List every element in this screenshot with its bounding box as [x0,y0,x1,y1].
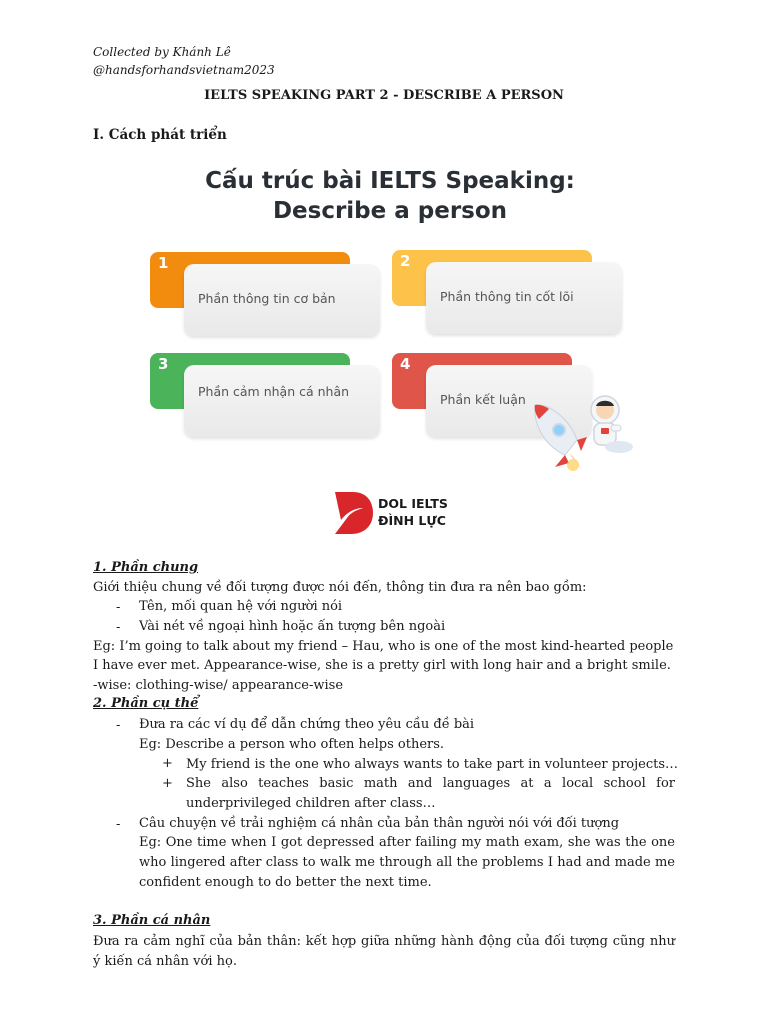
step-card-3 [150,353,380,437]
part2-bullet-1: Đưa ra các ví dụ để dẫn chứng theo yêu cầu đề bài [139,717,475,732]
step-label-3: Phần cảm nhận cá nhân [198,384,350,399]
infographic-title-line2: Describe a person [272,198,508,224]
logo-line2: ĐÌNH LỰC [378,513,446,528]
infographic-title [140,166,640,226]
step-card-2 [392,250,622,334]
step-number-1: 1 [158,254,169,272]
step-number-2: 2 [400,252,411,270]
part2-heading: 2. Phần cụ thể [93,696,199,711]
dash-bullet: - [116,600,121,615]
step-label-2: Phần thông tin cốt lõi [440,289,574,304]
part1-example-line1: Eg: I’m going to talk about my friend – Hau, who is one of the most kind-hearted people [93,639,674,654]
section-heading: I. Cách phát triển [93,127,227,143]
part2-sub-bullet-2-line2: underprivileged children after class… [186,796,436,811]
part2-example-2-line1: Eg: One time when I got depressed after failing my math exam, she was the one [139,835,675,850]
part2-example-1: Eg: Describe a person who often helps others. [139,737,445,752]
rocket-icon [535,405,587,471]
plus-bullet: + [162,756,173,771]
astronaut-icon [591,396,633,453]
part3-heading: 3. Phần cá nhân [93,913,211,928]
document-title: IELTS SPEAKING PART 2 - DESCRIBE A PERSON [204,88,564,103]
part2-sub-bullet-2-line1: She also teaches basic math and languages at a local school for [186,776,675,791]
dol-ielts-logo [333,490,463,538]
part1-bullet-1: Tên, mối quan hệ với người nói [139,599,343,614]
logo-line1: DOL IELTS [378,496,448,511]
step-card-1 [150,252,380,336]
part1-intro: Giới thiệu chung về đối tượng được nói đến, thông tin đưa ra nên bao gồm: [93,580,587,595]
part1-example-line2: I have ever met. Appearance-wise, she is a pretty girl with long hair and a bright smile. [93,658,671,673]
step-body-2 [426,262,622,334]
step-label-1: Phần thông tin cơ bản [198,291,336,306]
step-number-4: 4 [400,355,411,373]
infographic-title-line1: Cấu trúc bài IELTS Speaking: [205,168,575,194]
step-body-1 [184,264,380,336]
step-number-3: 3 [158,355,169,373]
dash-bullet: - [116,817,121,832]
dash-bullet: - [116,620,121,635]
part2-bullet-2: Câu chuyện về trải nghiệm cá nhân của bản thân người nói với đối tượng [139,816,620,831]
plus-bullet: + [162,776,173,791]
structure-infographic [140,160,640,545]
part3-line1: Đưa ra cảm nghĩ của bản thân: kết hợp giữa những hành động của đối tượng cũng như [93,934,675,949]
dol-logo-icon [333,490,375,536]
step-body-3 [184,365,380,437]
part1-bullet-2: Vài nét về ngoại hình hoặc ấn tượng bên ngoài [139,619,446,634]
part3-line2: ý kiến cá nhân với họ. [93,954,237,969]
dash-bullet: - [116,718,121,733]
author-handle: @handsforhandsvietnam2023 [93,63,275,77]
part1-wise-note: -wise: clothing-wise/ appearance-wise [93,678,344,693]
part2-example-2-line3: confident enough to do better the next time. [139,875,432,890]
part2-example-2-line2: who lingered after class to walk me through all the problems I had and made me [139,855,675,870]
step-label-4: Phần kết luận [440,392,526,407]
part1-heading: 1. Phần chung [93,560,199,575]
part2-sub-bullet-1: My friend is the one who always wants to take part in volunteer projects… [186,757,679,772]
collected-by: Collected by Khánh Lê [93,45,231,59]
rocket-astronaut-illustration [525,385,645,485]
